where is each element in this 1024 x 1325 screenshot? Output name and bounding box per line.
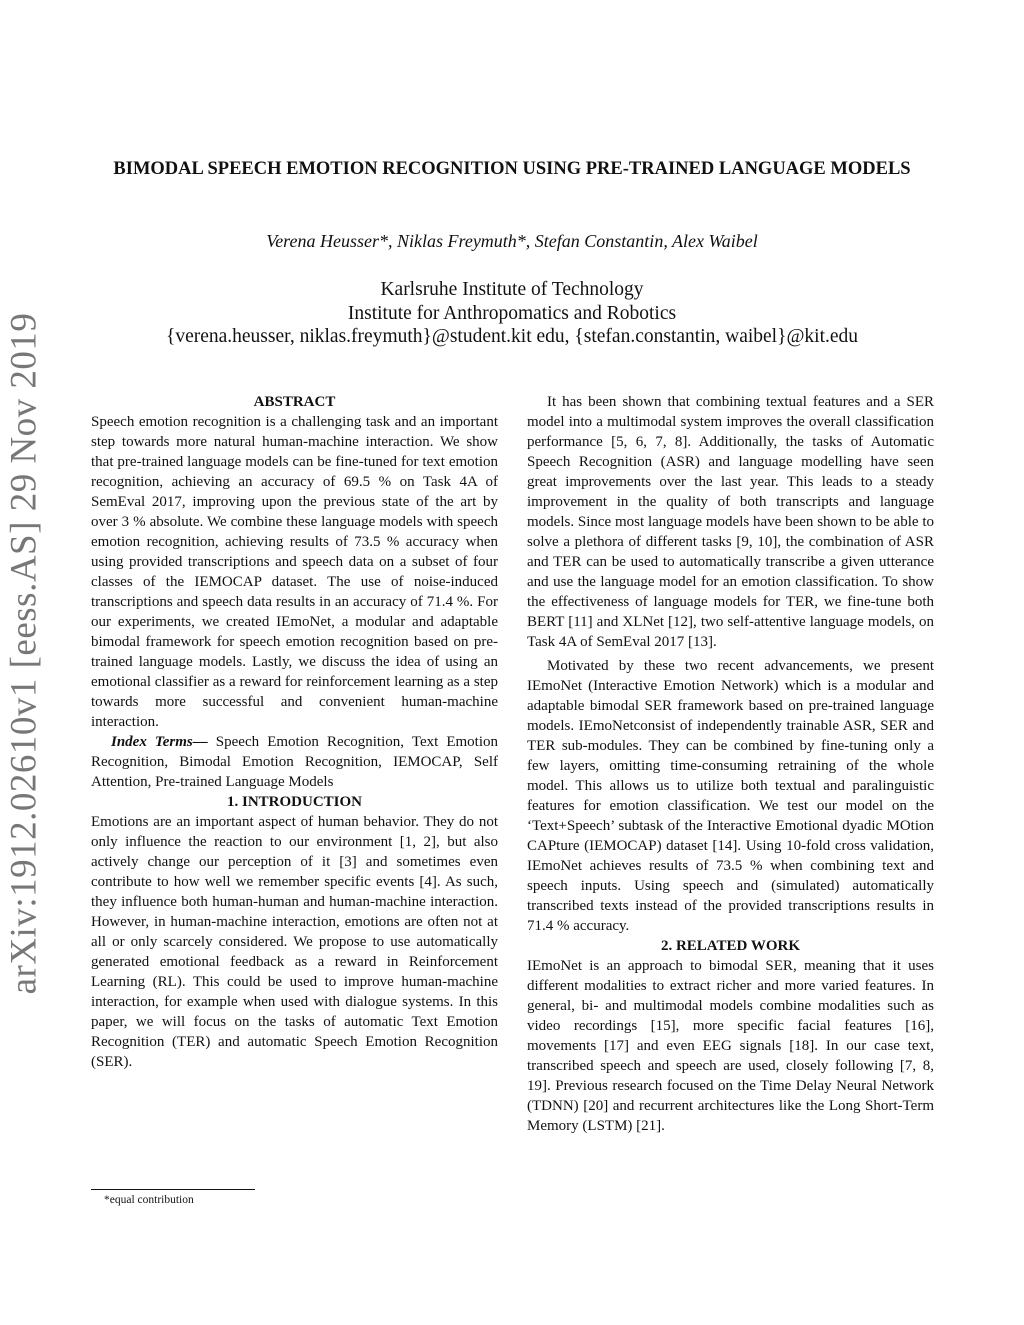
right-column — [527, 392, 934, 1136]
introduction-paragraph-2: It has been shown that combining textual features and a SER model into a multimodal system improves the overall classification performance [5, 6, 7, 8]. Additionally, the tasks of Automatic Speech Recognition (ASR) and language modelling have seen great improvements over the last year. This leads to a steady improvement in the quality of both transcripts and language models. Since most language models have been shown to be able to solve a plethora of different tasks [9, 10], the combination of ASR and TER can be used to automatically transcribe a given utterance and use the language model for an emotion classification. To show the effectiveness of language models for TER, we fine-tune both BERT [11] and XLNet [12], two self-attentive language models, on Task 4A of SemEval 2017 [13]. — [527, 394, 934, 650]
index-terms-label: Index Terms— — [111, 734, 208, 750]
related-work-heading: 2. RELATED WORK — [660, 938, 801, 954]
affiliation-institute: Karlsruhe Institute of Technology — [380, 279, 644, 300]
introduction-paragraph-3: Motivated by these two recent advancements, we present IEmoNet (Interactive Emotion Network) which is a modular and adaptable bimodal SER framework based on pre-trained language models. IEmoNetconsist of independently trainable ASR, SER and TER sub-modules. They can be combined by fine-tuning only a few layers, omitting time-consuming retraining of the whole model. This allows us to utilize both textual and paralinguistic features for emotion classification. We test our model on the ‘Text+Speech’ subtask of the Interactive Emotional dyadic MOtion CAPture (IEMOCAP) dataset [14]. Using 10-fold cross validation, IEmoNet achieves results of 73.5 % when combining text and speech inputs. Using speech and (simulated) automatically transcribed texts instead of the provided transcriptions results in 71.4 % accuracy. — [527, 658, 934, 934]
left-column — [91, 392, 498, 1072]
abstract-text: Speech emotion recognition is a challenging task and an important step towards more natural human-machine interaction. We show that pre-trained language models can be fine-tuned for text emotion recognition, achieving an accuracy of 69.5 % on Task 4A of SemEval 2017, improving upon the previous state of the art by over 3 % absolute. We combine these language models with speech emotion recognition, achieving results of 73.5 % accuracy when using provided transcriptions and speech data on a subset of four classes of the IEMOCAP dataset. The use of noise-induced transcriptions and speech data results in an accuracy of 71.4 %. For our experiments, we created IEmoNet, a modular and adaptable bimodal framework for speech emotion recognition based on pre-trained language models. Lastly, we discuss the idea of using an emotional classifier as a reward for reinforcement learning as a step towards more successful and convenient human-machine interaction. — [91, 414, 498, 730]
introduction-paragraph-1: Emotions are an important aspect of human behavior. They do not only influence the reaction to our environment [1, 2], but also actively change our perception of it [3] and sometimes even contribute to how well we remember specific events [4]. As such, they influence both human-human and human-machine interaction. However, in human-machine interaction, emotions are often not at all or only scarcely considered. We propose to use automatically generated emotional feedback as a reward in Reinforcement Learning (RL). This could be used to improve human-machine interaction, for example when used with dialogue systems. In this paper, we will focus on the tasks of automatic Text Emotion Recognition (TER) and automatic Speech Emotion Recognition (SER). — [91, 814, 498, 1070]
index-terms — [91, 732, 498, 792]
arxiv-identifier-text: arXiv:1912.02610v1 [eess.AS] 29 Nov 2019 — [3, 312, 45, 994]
footnote-rule — [91, 1189, 255, 1190]
related-work-paragraph-1: IEmoNet is an approach to bimodal SER, meaning that it uses different modalities to extract richer and more varied features. In general, bi- and multimodal models combine modalities such as video recordings [15], more specific facial features [16], movements [17] and even EEG signals [18]. In our case text, transcribed speech and speech are used, closely following [7, 8, 19]. Previous research focused on the Time Delay Neural Network (TDNN) [20] and recurrent architectures like the Long Short-Term Memory (LSTM) [21]. — [527, 958, 934, 1134]
abstract-heading: ABSTRACT — [253, 394, 336, 410]
paper-title: BIMODAL SPEECH EMOTION RECOGNITION USING PRE-TRAINED LANGUAGE MODELS — [113, 159, 911, 179]
introduction-heading: 1. INTRODUCTION — [226, 794, 362, 810]
affiliation-block — [110, 278, 914, 349]
arxiv-identifier — [0, 312, 54, 994]
affiliation-emails: {verena.heusser, niklas.freymuth}@student.kit edu, {stefan.constantin, waibel}@kit.edu — [165, 326, 859, 347]
author-list: Verena Heusser*, Niklas Freymuth*, Stefan Constantin, Alex Waibel — [266, 231, 758, 251]
affiliation-department: Institute for Anthropomatics and Robotics — [347, 302, 677, 324]
index-terms-text: Speech Emotion Recognition, Text Emotion Recognition, Bimodal Emotion Recognition, IEMOCAP, Self Attention, Pre-trained Language Models — [91, 734, 499, 790]
footnote: *equal contribution — [104, 1194, 194, 1206]
